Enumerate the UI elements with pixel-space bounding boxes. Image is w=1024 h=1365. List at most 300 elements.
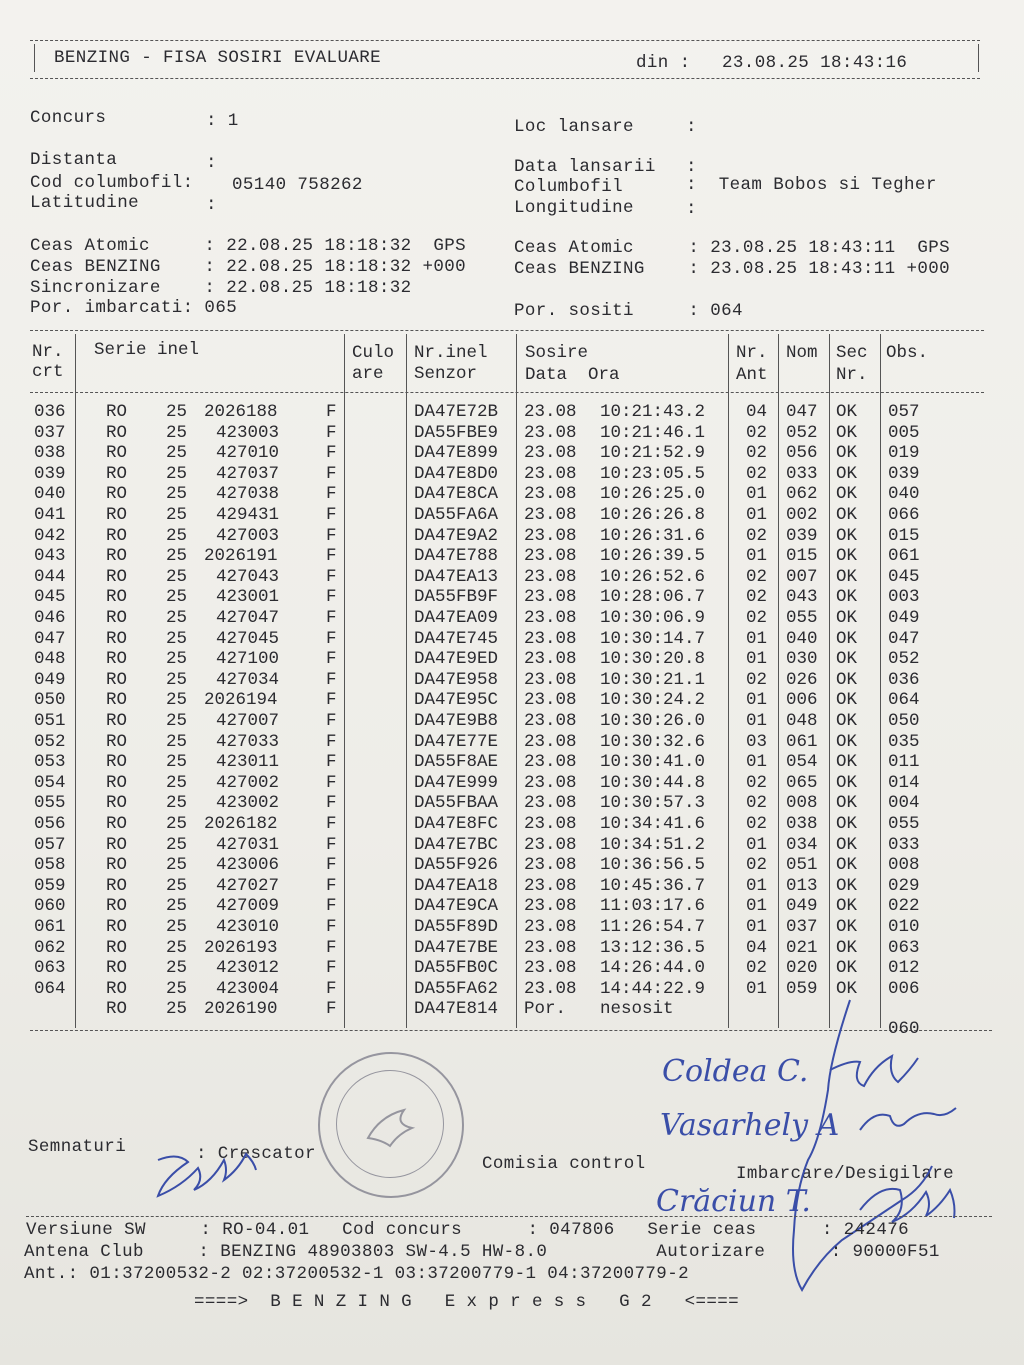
cell-sex: F	[326, 793, 337, 814]
cell-ora: 10:30:21.1	[600, 669, 706, 690]
cell-sex: F	[326, 999, 337, 1020]
cell-tara: RO	[106, 999, 128, 1020]
cell-an: 25	[166, 937, 188, 958]
cell-ora: 10:30:26.0	[600, 711, 706, 731]
cell-sex: F	[326, 422, 337, 443]
concurs-label: Concurs	[30, 108, 107, 128]
cell-ora: 10:26:39.5	[600, 546, 706, 567]
cell-sex: F	[326, 525, 337, 546]
cell-nr: 064	[34, 978, 66, 999]
cell-sex: F	[326, 587, 337, 608]
sincronizare: Sincronizare : 22.08.25 18:18:32	[30, 278, 412, 298]
cell-an: 25	[166, 999, 188, 1020]
cell-tara: RO	[106, 731, 128, 752]
cell-sec: OK	[836, 608, 858, 628]
cell-an: 25	[166, 814, 188, 834]
cell-tara: RO	[106, 958, 128, 979]
cell-ora: 10:30:32.6	[600, 731, 706, 752]
cell-nom: 056	[786, 443, 818, 464]
cell-obs: 049	[888, 608, 920, 628]
cell-tara: RO	[106, 814, 128, 834]
cell-an: 25	[166, 443, 188, 464]
cell-nom: 065	[786, 772, 818, 793]
th-nr-crt-1: Nr.	[32, 342, 64, 362]
cell-ant: 02	[746, 772, 768, 793]
th-culoare-1: Culo	[352, 343, 395, 363]
cell-sex: F	[326, 958, 337, 979]
cell-obs: 036	[888, 669, 920, 690]
cell-nr: 051	[34, 711, 66, 731]
cell-nom: 055	[786, 608, 818, 628]
cell-nom: 062	[786, 484, 818, 505]
cell-ora: 10:26:31.6	[600, 525, 706, 546]
cell-ora: 10:45:36.7	[600, 875, 706, 896]
cell-senzor: DA47E8FC	[414, 814, 499, 834]
cell-sec: OK	[836, 711, 858, 731]
cell-an: 25	[166, 463, 188, 484]
crescator-label: : Crescator	[196, 1144, 316, 1164]
cell-tara: RO	[106, 587, 128, 608]
data-lansarii-label: Data lansarii	[514, 157, 656, 177]
cell-sec: OK	[836, 978, 858, 999]
cell-obs: 011	[888, 752, 920, 773]
cell-nr: 054	[34, 772, 66, 793]
cell-data: 23.08	[524, 546, 577, 567]
cell-obs: 057	[888, 402, 920, 422]
cell-sex: F	[326, 608, 337, 628]
cell-tara: RO	[106, 422, 128, 443]
ceas-benzing-start: Ceas BENZING : 22.08.25 18:18:32 +000	[30, 257, 467, 277]
cell-data: Por.	[524, 999, 567, 1020]
cell-sex: F	[326, 628, 337, 649]
cell-sec: OK	[836, 422, 858, 443]
cell-obs: 045	[888, 566, 920, 587]
cell-an: 25	[166, 793, 188, 814]
cell-obs: 019	[888, 443, 920, 464]
handwritten-name-coldea: Coldea C.	[662, 1054, 809, 1089]
cell-nr: 058	[34, 855, 66, 876]
cell-data: 23.08	[524, 834, 577, 855]
cell-ant: 02	[746, 855, 768, 876]
cell-ant: 02	[746, 525, 768, 546]
cell-inel: 423012	[216, 958, 280, 979]
cell-nr: 055	[34, 793, 66, 814]
imbarcare-label: Imbarcare/Desigilare	[736, 1164, 955, 1184]
cell-an: 25	[166, 608, 188, 628]
th-nr-ant-1: Nr.	[736, 343, 768, 363]
cell-obs: 061	[888, 546, 920, 567]
cell-ant: 02	[746, 793, 768, 814]
cell-ant: 01	[746, 711, 768, 731]
cell-data: 23.08	[524, 690, 577, 711]
cell-obs: 010	[888, 917, 920, 937]
cell-sex: F	[326, 978, 337, 999]
cell-tara: RO	[106, 855, 128, 876]
cell-senzor: DA47E745	[414, 628, 499, 649]
cell-inel: 423001	[216, 587, 280, 608]
cell-ant: 02	[746, 669, 768, 690]
cell-an: 25	[166, 752, 188, 773]
distanta-value: :	[206, 153, 217, 173]
cell-obs: 039	[888, 463, 920, 484]
cell-ant: 02	[746, 814, 768, 834]
cell-sex: F	[326, 546, 337, 567]
cell-sec: OK	[836, 834, 858, 855]
cell-data: 23.08	[524, 484, 577, 505]
loc-lansare-value: :	[686, 117, 697, 137]
concurs-value: : 1	[206, 111, 239, 131]
cell-sex: F	[326, 917, 337, 937]
th-culoare-2: are	[352, 364, 384, 384]
cell-inel: 427002	[216, 772, 280, 793]
cell-ora: 10:30:24.2	[600, 690, 706, 711]
cell-sec: OK	[836, 896, 858, 917]
cell-nom: 052	[786, 422, 818, 443]
cell-obs: 012	[888, 958, 920, 979]
cell-nr: 060	[34, 896, 66, 917]
cell-nr: 038	[34, 443, 66, 464]
cell-an: 25	[166, 855, 188, 876]
cell-sex: F	[326, 752, 337, 773]
cell-data: 23.08	[524, 525, 577, 546]
cell-ora: 10:26:26.8	[600, 505, 706, 525]
cell-tara: RO	[106, 772, 128, 793]
cell-nr: 039	[34, 463, 66, 484]
latitudine-label: Latitudine	[30, 193, 140, 213]
cell-nom: 008	[786, 793, 818, 814]
cell-nom: 015	[786, 546, 818, 567]
distanta-label: Distanta	[30, 150, 118, 170]
cell-tara: RO	[106, 463, 128, 484]
cell-nr: 040	[34, 484, 66, 505]
footer-top-border	[26, 1216, 992, 1217]
cell-senzor: DA55F8AE	[414, 752, 499, 773]
cell-inel: 423011	[216, 752, 280, 773]
cell-ant: 01	[746, 484, 768, 505]
cell-sex: F	[326, 814, 337, 834]
cell-ant: 02	[746, 443, 768, 464]
cell-ant: 01	[746, 896, 768, 917]
cell-nr: 063	[34, 958, 66, 979]
por-sositi: Por. sositi : 064	[514, 301, 743, 321]
cell-inel: 427038	[216, 484, 280, 505]
cell-inel: 427043	[216, 566, 280, 587]
cell-ant: 01	[746, 505, 768, 525]
cell-nr: 047	[34, 628, 66, 649]
cell-tara: RO	[106, 690, 128, 711]
cell-nom: 059	[786, 978, 818, 999]
cell-sec: OK	[836, 628, 858, 649]
cell-an: 25	[166, 505, 188, 525]
latitudine-value: :	[206, 195, 217, 215]
cell-ant: 01	[746, 917, 768, 937]
cell-nom: 040	[786, 628, 818, 649]
cell-data: 23.08	[524, 793, 577, 814]
cell-nom: 049	[786, 896, 818, 917]
cell-ant: 02	[746, 463, 768, 484]
cell-nr: 041	[34, 505, 66, 525]
cell-an: 25	[166, 896, 188, 917]
cell-sec: OK	[836, 505, 858, 525]
cell-senzor: DA47E7BC	[414, 834, 499, 855]
cell-an: 25	[166, 566, 188, 587]
cell-nom: 034	[786, 834, 818, 855]
cell-an: 25	[166, 917, 188, 937]
cell-senzor: DA47EA18	[414, 875, 499, 896]
cell-senzor: DA47E9B8	[414, 711, 499, 731]
cell-an: 25	[166, 402, 188, 422]
cell-ora: 10:23:05.5	[600, 463, 706, 484]
cell-tara: RO	[106, 402, 128, 422]
cell-obs: 047	[888, 628, 920, 649]
cell-an: 25	[166, 422, 188, 443]
cell-data: 23.08	[524, 731, 577, 752]
cell-nr: 037	[34, 422, 66, 443]
cell-an: 25	[166, 484, 188, 505]
cell-sex: F	[326, 855, 337, 876]
cell-data: 23.08	[524, 649, 577, 670]
cod-columbofil-label: Cod columbofil:	[30, 173, 194, 193]
cell-tara: RO	[106, 484, 128, 505]
cell-ant: 01	[746, 628, 768, 649]
cell-ant: 01	[746, 834, 768, 855]
cell-ora: 14:44:22.9	[600, 978, 706, 999]
cell-senzor: DA47E958	[414, 669, 499, 690]
cell-nom: 030	[786, 649, 818, 670]
cell-nr: 050	[34, 690, 66, 711]
cell-tara: RO	[106, 937, 128, 958]
cell-data: 23.08	[524, 443, 577, 464]
cell-nr: 062	[34, 937, 66, 958]
cell-data: 23.08	[524, 814, 577, 834]
th-sosire-1: Sosire	[525, 343, 589, 363]
cell-senzor: DA47E72B	[414, 402, 499, 422]
cell-data: 23.08	[524, 505, 577, 525]
cell-nr: 045	[34, 587, 66, 608]
cell-senzor: DA55FBAA	[414, 793, 499, 814]
cell-ora: 10:34:41.6	[600, 814, 706, 834]
cell-an: 25	[166, 731, 188, 752]
cell-an: 25	[166, 978, 188, 999]
cell-sex: F	[326, 484, 337, 505]
handwritten-name-craciun: Crăciun T.	[656, 1184, 811, 1219]
cell-nr: 044	[34, 566, 66, 587]
cell-sec: OK	[836, 463, 858, 484]
cell-sex: F	[326, 731, 337, 752]
cell-sex: F	[326, 875, 337, 896]
cell-nr: 052	[34, 731, 66, 752]
cell-tara: RO	[106, 978, 128, 999]
cell-nom: 026	[786, 669, 818, 690]
cell-ant: 04	[746, 402, 768, 422]
cell-sex: F	[326, 669, 337, 690]
cell-sec: OK	[836, 855, 858, 876]
cell-tara: RO	[106, 649, 128, 670]
cell-sex: F	[326, 649, 337, 670]
cell-ora: 11:26:54.7	[600, 917, 706, 937]
cell-nom: 047	[786, 402, 818, 422]
cell-tara: RO	[106, 875, 128, 896]
cell-ant: 02	[746, 566, 768, 587]
cell-tara: RO	[106, 608, 128, 628]
cell-data: 23.08	[524, 896, 577, 917]
cell-sec: OK	[836, 649, 858, 670]
din-label: din :	[636, 53, 691, 73]
cell-inel: 423002	[216, 793, 280, 814]
cell-senzor: DA47EA09	[414, 608, 499, 628]
cell-ora: 14:26:44.0	[600, 958, 706, 979]
cell-inel: 429431	[216, 505, 280, 525]
cell-obs: 035	[888, 731, 920, 752]
cell-sec: OK	[836, 731, 858, 752]
th-obs: Obs.	[886, 343, 929, 363]
cell-nom: 054	[786, 752, 818, 773]
cell-sex: F	[326, 402, 337, 422]
cell-tara: RO	[106, 793, 128, 814]
cell-senzor: DA47E7BE	[414, 937, 499, 958]
cell-data: 23.08	[524, 608, 577, 628]
cell-inel: 423006	[216, 855, 280, 876]
cell-nr: 053	[34, 752, 66, 773]
cell-nom: 013	[786, 875, 818, 896]
th-serie-inel: Serie inel	[94, 340, 200, 360]
th-nr-inel-1: Nr.inel	[414, 343, 488, 363]
cell-ant: 01	[746, 978, 768, 999]
cell-nr: 061	[34, 917, 66, 937]
th-sec-1: Sec	[836, 343, 868, 363]
cell-nom: 020	[786, 958, 818, 979]
cell-senzor: DA55FB0C	[414, 958, 499, 979]
cell-nr: 056	[34, 814, 66, 834]
cell-inel: 2026188	[204, 402, 278, 422]
cell-ora: 10:30:14.7	[600, 628, 706, 649]
cell-sex: F	[326, 896, 337, 917]
cell-obs: 060	[888, 1019, 920, 1040]
cell-obs: 004	[888, 793, 920, 814]
cell-senzor: DA47E77E	[414, 731, 499, 752]
cell-sex: F	[326, 463, 337, 484]
th-nr-inel-2: Senzor	[414, 364, 478, 384]
cell-tara: RO	[106, 628, 128, 649]
cell-senzor: DA55FA6A	[414, 505, 499, 525]
cell-nom: 007	[786, 566, 818, 587]
longitudine-label: Longitudine	[514, 198, 634, 218]
cell-sex: F	[326, 505, 337, 525]
cell-data: 23.08	[524, 958, 577, 979]
cell-obs: 055	[888, 814, 920, 834]
cell-sec: OK	[836, 814, 858, 834]
cell-tara: RO	[106, 443, 128, 464]
cell-ant: 01	[746, 690, 768, 711]
cell-an: 25	[166, 711, 188, 731]
ceas-benzing-end: Ceas BENZING : 23.08.25 18:43:11 +000	[514, 259, 951, 279]
cell-sec: OK	[836, 875, 858, 896]
cell-sec: OK	[836, 937, 858, 958]
cell-data: 23.08	[524, 855, 577, 876]
versiune-line: Versiune SW : RO-04.01 Cod concurs : 047806 Serie ceas : 242476	[26, 1220, 910, 1240]
cell-ant: 01	[746, 546, 768, 567]
cell-senzor: DA55F926	[414, 855, 499, 876]
cell-sex: F	[326, 443, 337, 464]
cell-nom: 037	[786, 917, 818, 937]
cell-data: 23.08	[524, 628, 577, 649]
ant-line: Ant.: 01:37200532-2 02:37200532-1 03:37200779-1 04:37200779-2	[24, 1264, 690, 1284]
cell-inel: 427047	[216, 608, 280, 628]
cell-nom: 002	[786, 505, 818, 525]
ceas-atomic-start: Ceas Atomic : 22.08.25 18:18:32 GPS	[30, 236, 467, 256]
loc-lansare-label: Loc lansare	[514, 117, 634, 137]
cell-sex: F	[326, 690, 337, 711]
cell-tara: RO	[106, 752, 128, 773]
cell-tara: RO	[106, 669, 128, 690]
cell-senzor: DA55FBE9	[414, 422, 499, 443]
cell-nr: 042	[34, 525, 66, 546]
th-nr-crt-2: crt	[32, 362, 64, 382]
cell-obs: 066	[888, 505, 920, 525]
cell-sec: OK	[836, 669, 858, 690]
cell-an: 25	[166, 546, 188, 567]
document-title: BENZING - FISA SOSIRI EVALUARE	[54, 48, 382, 68]
data-lansarii-value: :	[686, 157, 697, 177]
cell-an: 25	[166, 690, 188, 711]
cell-sec: OK	[836, 917, 858, 937]
cell-senzor: DA47E8CA	[414, 484, 499, 505]
cell-ant: 02	[746, 958, 768, 979]
cell-nom: 033	[786, 463, 818, 484]
cell-nom: 051	[786, 855, 818, 876]
cell-inel: 427033	[216, 731, 280, 752]
cell-inel: 427009	[216, 896, 280, 917]
cell-ora: 11:03:17.6	[600, 896, 706, 917]
cell-ora: 10:30:06.9	[600, 608, 706, 628]
cell-data: 23.08	[524, 937, 577, 958]
cell-inel: 427037	[216, 463, 280, 484]
handwritten-name-vasarhely: Vasarhely A	[660, 1108, 840, 1143]
longitudine-value: :	[686, 199, 697, 219]
cell-ant: 03	[746, 731, 768, 752]
cell-inel: 427010	[216, 443, 280, 464]
cell-data: 23.08	[524, 422, 577, 443]
cell-tara: RO	[106, 505, 128, 525]
cell-senzor: DA47E899	[414, 443, 499, 464]
cell-sec: OK	[836, 587, 858, 608]
cell-inel: 427034	[216, 669, 280, 690]
cell-sec: OK	[836, 958, 858, 979]
cell-nr: 036	[34, 402, 66, 422]
cell-sec: OK	[836, 772, 858, 793]
cell-tara: RO	[106, 917, 128, 937]
cell-data: 23.08	[524, 402, 577, 422]
cell-sex: F	[326, 937, 337, 958]
cell-nr: 057	[34, 834, 66, 855]
cell-obs: 005	[888, 422, 920, 443]
cell-inel: 427003	[216, 525, 280, 546]
cell-tara: RO	[106, 896, 128, 917]
cell-inel: 427007	[216, 711, 280, 731]
cell-ora: 10:21:43.2	[600, 402, 706, 422]
cell-an: 25	[166, 834, 188, 855]
cell-data: 23.08	[524, 752, 577, 773]
cell-senzor: DA47E814	[414, 999, 499, 1020]
cell-nr: 046	[34, 608, 66, 628]
cell-ant: 02	[746, 422, 768, 443]
cell-tara: RO	[106, 525, 128, 546]
cell-obs: 008	[888, 855, 920, 876]
cell-inel: 427031	[216, 834, 280, 855]
cell-inel: 2026190	[204, 999, 278, 1020]
cell-inel: 423004	[216, 978, 280, 999]
cell-sex: F	[326, 566, 337, 587]
